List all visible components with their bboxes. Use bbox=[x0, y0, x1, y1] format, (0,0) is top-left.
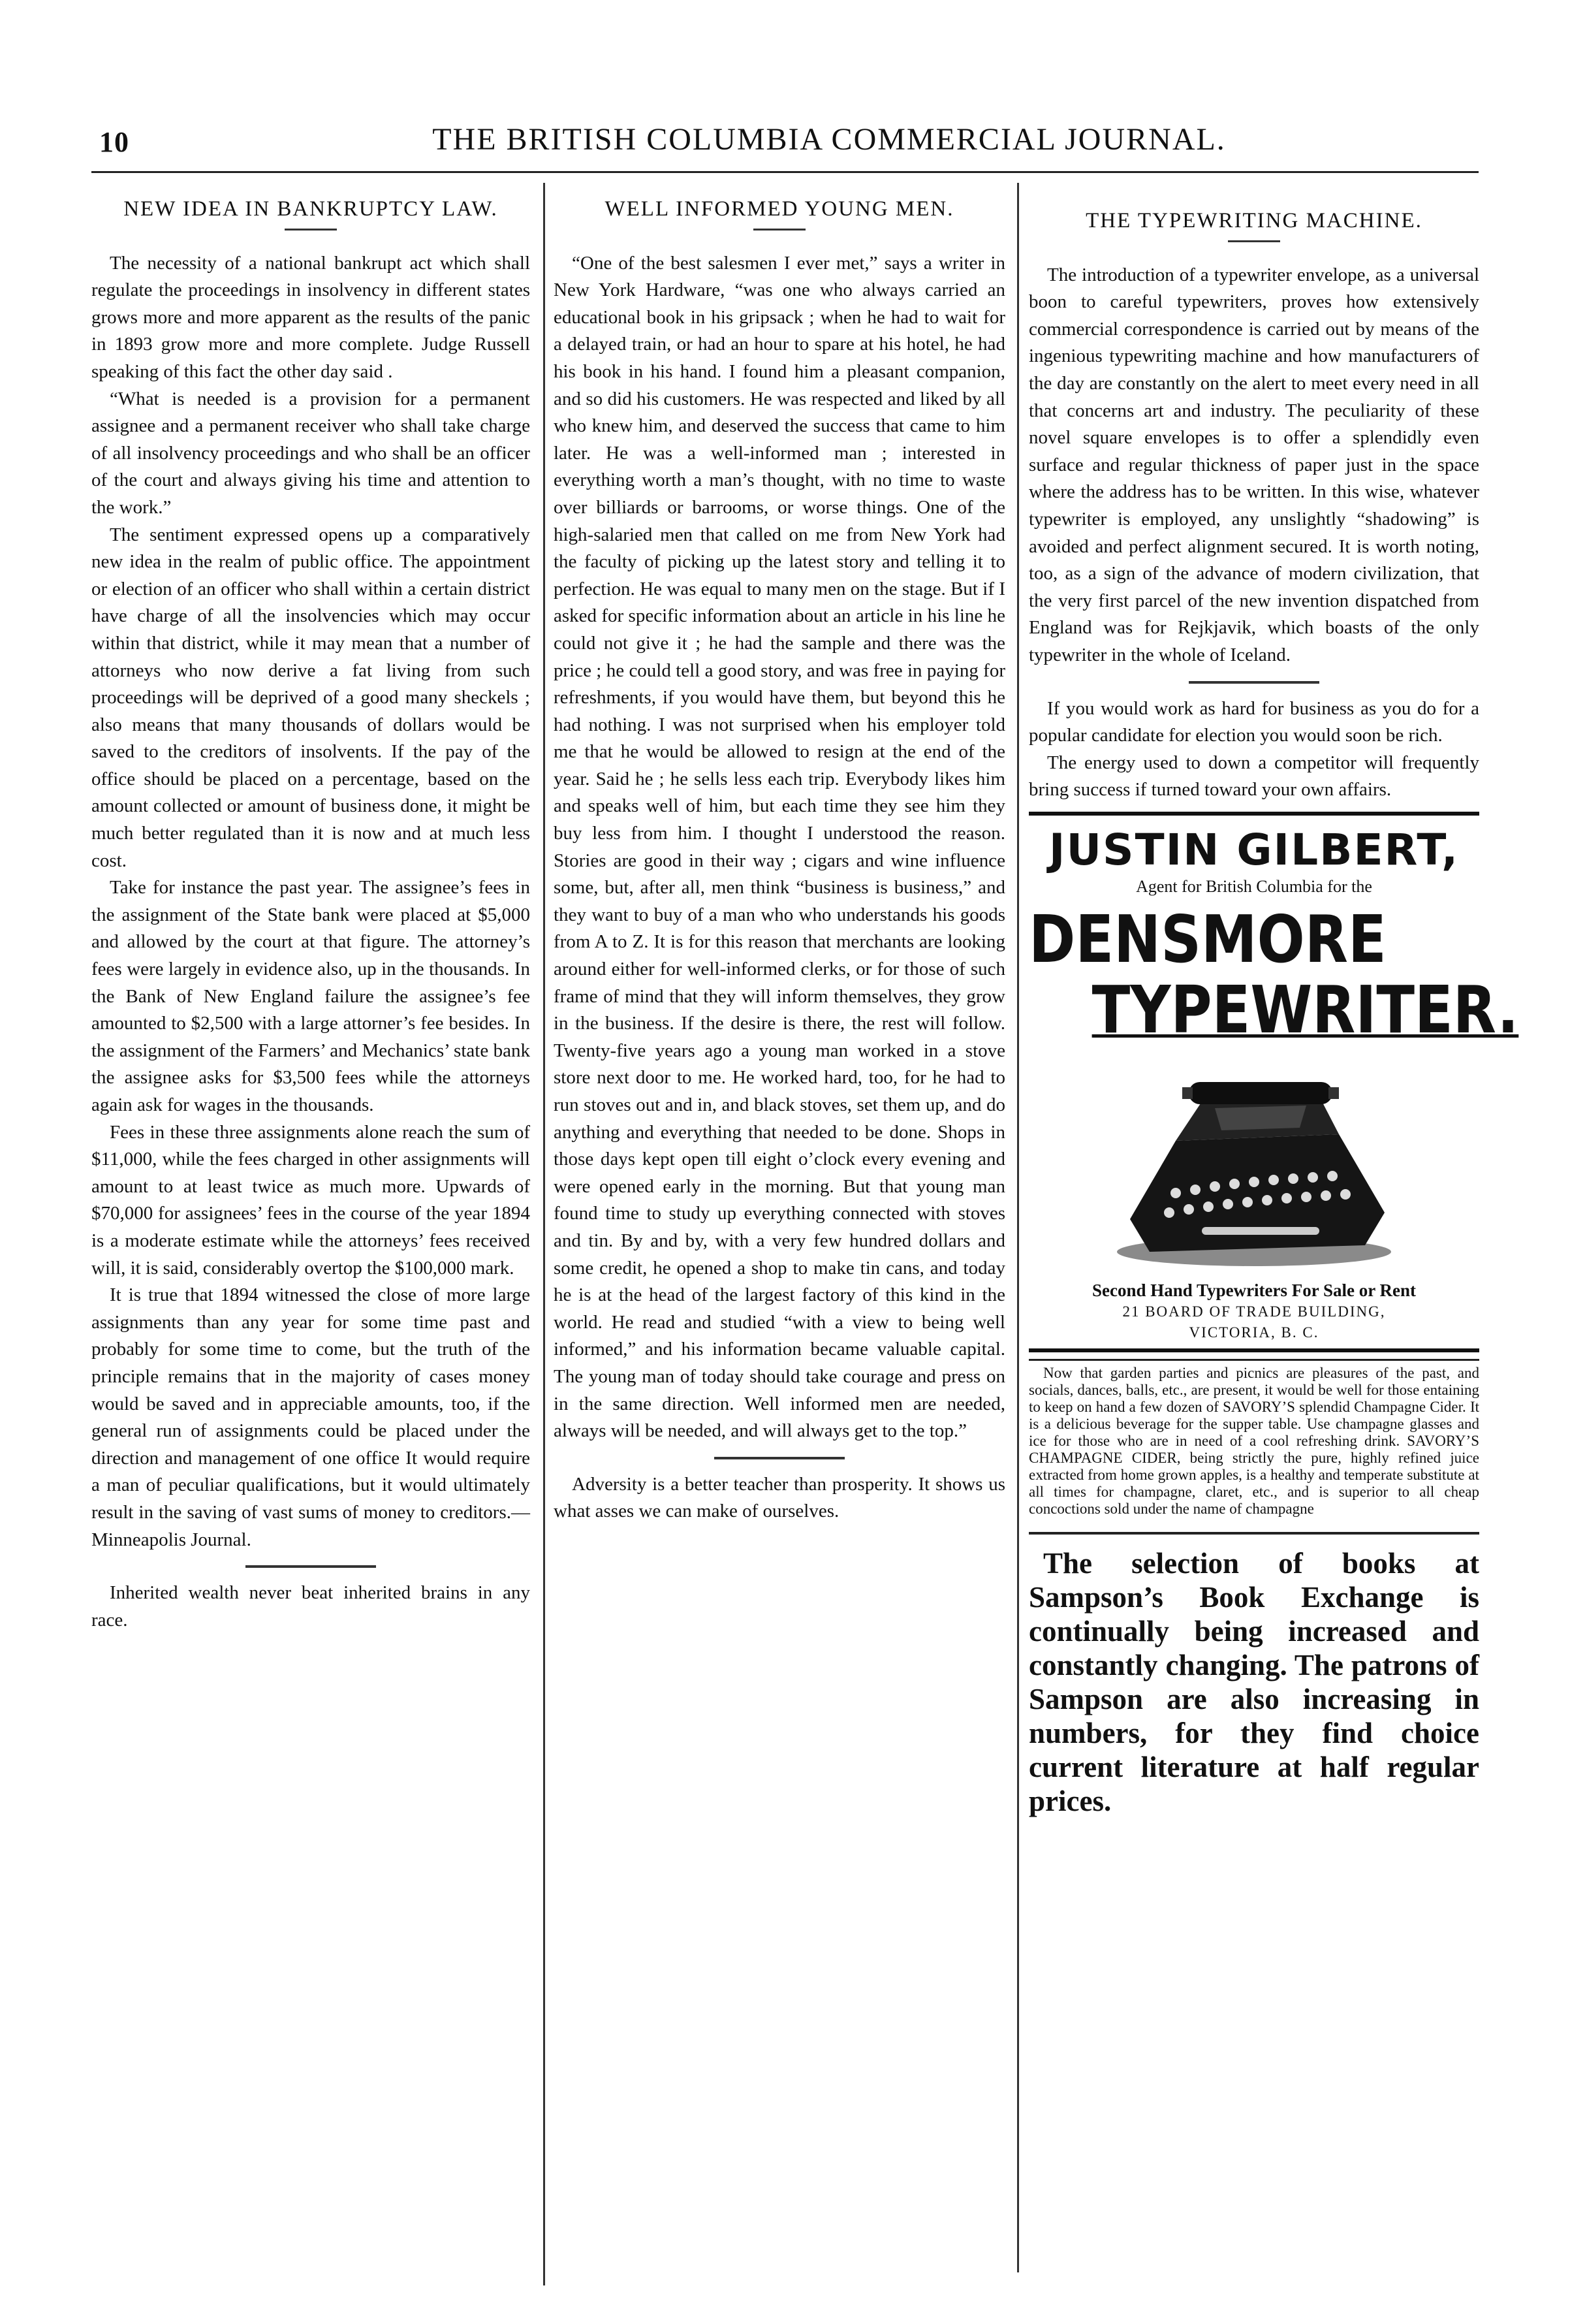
title-divider bbox=[1228, 240, 1280, 242]
article-paragraph: The sentiment expressed opens up a comparatively new idea in the realm of public office. The appointment or election of an officer who shall within a certain district have charge of all the insolvencies which may occur within that district, while it may mean that a number of attorneys who now derive a fat living from such proceedings will be deprived of a good many sheckels ; also means that many thousands of dollars would be saved to the creditors of insolvents. If the pay of the office should be placed on a percentage, based on the amount collected or amount of business done, it might be much better regulated than it is now and at much less cost. bbox=[91, 524, 530, 871]
filler-paragraph: If you would work as hard for business as you do for a popular candidate for election you would soon be rich. bbox=[1029, 697, 1479, 746]
article-paragraph: The necessity of a national bankrupt act which shall regulate the proceedings in insolvency in different states grows more and more apparent as the results of the panic in 1893 grow more and more complete. Judge Russell speaking of this fact the other day said . bbox=[91, 252, 530, 382]
title-divider bbox=[285, 229, 337, 231]
typewriter-illustration bbox=[1104, 1056, 1404, 1271]
filler-paragraph: The energy used to down a competitor will frequently bring success if turned toward your own affairs. bbox=[1029, 752, 1479, 801]
column-young-men bbox=[554, 196, 1005, 1525]
article-paragraph: Fees in these three assignments alone reach the sum of $11,000, while the fees charged in other assignments will amount to at least twice as much more. Upwards of $70,000 for assignees’ fees in the course of the year 1894 is a moderate estimate while the attorneys’ fees received will, it is said, considerably overtop the $100,000 mark. bbox=[91, 1121, 530, 1279]
article-title: NEW IDEA IN BANKRUPTCY LAW. bbox=[123, 197, 498, 221]
filler-paragraph: Adversity is a better teacher than prosperity. It shows us what asses we can make of ourselves. bbox=[554, 1473, 1005, 1522]
densmore-advertisement bbox=[1029, 812, 1519, 1352]
filler-paragraph: Inherited wealth never beat inherited brains in any race. bbox=[91, 1582, 530, 1631]
ad-sale-line: Second Hand Typewriters For Sale or Rent bbox=[1092, 1280, 1416, 1300]
header-rule bbox=[91, 171, 1479, 173]
section-divider bbox=[714, 1457, 845, 1459]
column-typewriting bbox=[1029, 196, 1519, 1818]
ad-agent-line: Agent for British Columbia for the bbox=[1136, 876, 1372, 896]
ad-brand: DENSMORE bbox=[1029, 900, 1387, 978]
article-paragraph: It is true that 1894 witnessed the close of more large assignments than any year for some time past and probably for some time to come, but the truth of the principle remains that in the majority of cases money would be saved and in appreciable amounts, too, if the general run of assignments could be placed under the direction and management of one office It would require a man of peculiar qualifications, but it would ultimately result in the saving of vast sums of money to creditors.—Minneapolis Journal. bbox=[91, 1284, 530, 1550]
page-number: 10 bbox=[99, 126, 129, 158]
notice-text: Now that garden parties and picnics are pleasures of the past, and socials, dances, balls, etc., are present, it would be well for those entaining to keep on hand a few dozen of SAVORY’S splendid Champagne Cider. It is a delicious beverage for the supper table. Use champagne glasses and ice for those who are in need of a cool refreshing drink. SAVORY’S CHAMPAGNE CIDER, being strictly the pure, highly refined juice extracted from home grown apples, is a healthy and temperate substitute at all times for champagne, claret, etc., and is superior to all cheap concoctions sold under the name of champagne bbox=[1029, 1364, 1479, 1517]
column-bankruptcy bbox=[91, 196, 530, 1634]
ad-agent-name: JUSTIN GILBERT, bbox=[1048, 824, 1460, 875]
journal-header: THE BRITISH COLUMBIA COMMERCIAL JOURNAL. bbox=[432, 122, 1226, 157]
article-paragraph: The introduction of a typewriter envelope, as a universal boon to careful typewriters, proves how extensively commercial correspondence is carried out by means of the ingenious typewriting machine and how manufacturers of the day are constantly on the alert to meet every need in all that concerns art and industry. The peculiarity of these novel square envelopes is to offer a splendidly even surface and regular thickness of paper just in the space where the address has to be written. In this wise, whatever typewriter is employed, any unslightly “shadowing” is avoided and perfect alignment secured. It is worth noting, too, as a sign of the advance of modern civilization, that the very first parcel of the new invention dispatched from England was for Rejkjavik, which boasts of the only typewriter in the whole of Iceland. bbox=[1029, 264, 1479, 665]
ad-address-line: 21 BOARD OF TRADE BUILDING, bbox=[1122, 1303, 1386, 1320]
section-divider bbox=[1189, 681, 1319, 684]
ad-product: TYPEWRITER. bbox=[1091, 971, 1519, 1048]
article-paragraph: “What is needed is a provision for a permanent assignee and a permanent receiver who shall take charge of all insolvency proceedings and who shall be an officer of the court and always giving his time and attention to the work.” bbox=[91, 388, 530, 518]
ad-city-line: VICTORIA, B. C. bbox=[1189, 1324, 1319, 1341]
article-paragraph: Take for instance the past year. The assignee’s fees in the assignment of the State bank were placed at $5,000 and allowed by the court at that figure. The attorney’s fees were largely in evidence also, up in the thousands. In the Bank of New England failure the assignee’s fee amounted to $2,500 with a large attorner’s fee besides. In the assignment of the Farmers’ and Mechanics’ state bank the assignee asks for $3,500 fees while the attorneys again ask for wages in the thousands. bbox=[91, 877, 530, 1115]
column-rule-1 bbox=[543, 183, 545, 2285]
column-rule-2 bbox=[1017, 183, 1019, 2272]
article-title: WELL INFORMED YOUNG MEN. bbox=[604, 197, 954, 221]
article-title: THE TYPEWRITING MACHINE. bbox=[1086, 209, 1422, 232]
champagne-cider-notice bbox=[1029, 1359, 1479, 1518]
book-exchange-notice bbox=[1029, 1532, 1479, 1818]
article-paragraph: “One of the best salesmen I ever met,” says a writer in New York Hardware, “was one who always carried an educational book in his gripsack ; when he had to wait for a delayed train, or had an hour to spare at his hotel, he had his book in his hand. I found him a pleasant companion, and so did his customers. He was respected and liked by all who knew him, and deserved the success that came to him later. He was a well-informed man ; interested in everything worth a man’s thought, with no time to waste over billiards or barrooms, or worse things. One of the high-salaried men that called on me from New York had the faculty of picking up the latest story and telling it to perfection. He was equal to many men on the stage. But if I asked for specific information about an article in his line he could not give it ; he had the sample and there was the price ; he could tell a good story, and was free in paying for refreshments, if you would have them, but beyond this he had nothing. I was not surprised when his employer told me that he would be allowed to resign at the end of the year. Said he ; he sells less each trip. Everybody likes him and speaks well of him, but each time they see him they buy less from him. I thought I understood the reason. Stories are good in their way ; cigars and wine influence some, but, after all, men think “business is business,” and they want to buy of a man who who understands his goods from A to Z. It is for this reason that merchants are looking around either for well-informed clerks, or for those of such frame of mind that they will inform themselves, they grow in the business. If the desire is there, the rest will follow. Twenty-five years ago a young man worked in a stove store next door to me. He worked hard, too, for he had to run stoves out and in, and black stoves, set them up, and do anything and everything that needed to be done. Shops in those days kept open till eight o’clock every evening and were opened early in the morning. But that young man found time to study up everything connected with stoves and tin. By and by, with a very few hundred dollars and some credit, he opened a shop to make tin cans, and today he is at the head of the largest factory of this kind in the world. He read and studied “with a view to being well informed,” and his information became valuable capital. The young man of today should take courage and press on in the same direction. Well informed men are needed, always will be needed, and will always get to the top.” bbox=[554, 252, 1005, 1442]
notice-text: The selection of books at Sampson’s Book Exchange is continually being increased and constantly changing. The patrons of Sampson are also increasing in numbers, for they find choice current literature at half regular prices. bbox=[1029, 1546, 1479, 1817]
title-divider bbox=[753, 229, 806, 231]
section-divider bbox=[245, 1565, 376, 1568]
